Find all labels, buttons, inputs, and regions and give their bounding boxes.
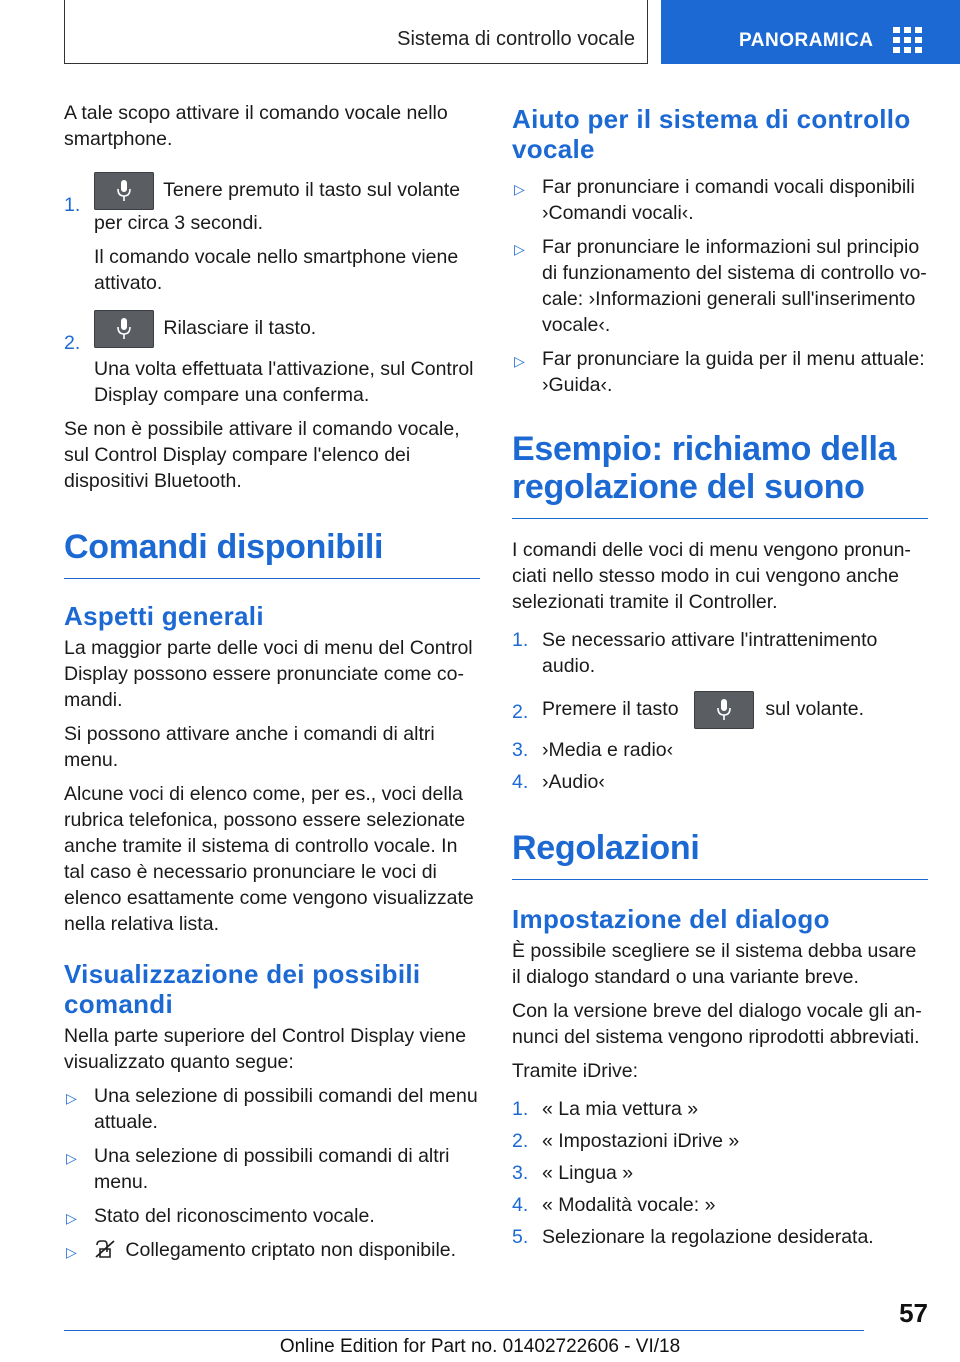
triangle-bullet-icon: ▷ bbox=[66, 1244, 77, 1260]
step-item bbox=[64, 172, 480, 236]
step-text: ›Audio‹ bbox=[542, 771, 605, 793]
encryption-unavailable-icon bbox=[94, 1239, 116, 1259]
microphone-icon bbox=[116, 317, 132, 341]
step-text: « Lingua » bbox=[542, 1162, 634, 1184]
list-item bbox=[512, 346, 928, 398]
triangle-bullet-icon: ▷ bbox=[514, 181, 525, 197]
step-number: 2. bbox=[64, 332, 81, 354]
triangle-bullet-icon: ▷ bbox=[514, 241, 525, 257]
list-item-text: Collegamento criptato non disponibile. bbox=[125, 1239, 457, 1261]
step-number: 4. bbox=[512, 771, 529, 793]
triangle-bullet-icon: ▷ bbox=[66, 1210, 77, 1226]
step-item bbox=[512, 769, 928, 795]
heading-aiuto: Aiuto per il sistema di controllo vocale bbox=[512, 104, 911, 164]
voice-button-image bbox=[94, 310, 154, 348]
list-item-text: Una selezione di possibili comandi del menu attuale. bbox=[94, 1085, 478, 1133]
list-item bbox=[64, 1237, 480, 1263]
voice-button-image bbox=[694, 691, 754, 729]
footer-edition: Online Edition for Part no. 01402722606 - VI/18 bbox=[279, 1336, 681, 1357]
step-number: 1. bbox=[64, 194, 81, 216]
step-item bbox=[512, 691, 928, 729]
microphone-icon bbox=[716, 698, 732, 722]
step-number: 5. bbox=[512, 1226, 529, 1248]
general-paragraph-2: Si possono attivare anche i comandi di altri menu. bbox=[64, 723, 435, 771]
step-subtext: Una volta effettuata l'attivazione, sul Control Display compare una conferma. bbox=[94, 358, 474, 406]
heading-comandi-disponibili: Comandi disponibili bbox=[64, 528, 480, 579]
triangle-bullet-icon: ▷ bbox=[514, 353, 525, 369]
tab-label: PANORAMICA bbox=[739, 30, 874, 51]
step-text: Rilasciare il tasto. bbox=[163, 317, 317, 340]
triangle-bullet-icon: ▷ bbox=[66, 1090, 77, 1106]
heading-esempio: Esempio: richiamo della regolazione del suono bbox=[512, 430, 928, 519]
step-text: « Modalità vocale: » bbox=[542, 1194, 716, 1216]
page-number: 57 bbox=[899, 1298, 928, 1328]
step-number: 4. bbox=[512, 1194, 529, 1216]
step-number: 3. bbox=[512, 1162, 529, 1184]
right-column bbox=[512, 104, 928, 1250]
step-text: Selezionare la regolazione desiderata. bbox=[542, 1226, 874, 1248]
list-item bbox=[512, 234, 928, 338]
grid-icon bbox=[893, 27, 923, 53]
heading-impostazione-dialogo: Impostazione del dialogo bbox=[512, 904, 830, 934]
step-text: ›Media e radio‹ bbox=[542, 739, 674, 761]
general-paragraph-1: La maggior parte delle voci di menu del Control Display possono essere pronunciate come comandi. bbox=[64, 637, 473, 711]
heading-regolazioni: Regolazioni bbox=[512, 829, 928, 880]
step-sub bbox=[64, 244, 480, 296]
list-item-text: Stato del riconoscimento vocale. bbox=[94, 1205, 375, 1227]
step-item bbox=[512, 737, 928, 763]
step-item bbox=[512, 1224, 928, 1250]
footer-divider bbox=[64, 1330, 864, 1331]
step-number: 3. bbox=[512, 739, 529, 761]
step-number: 2. bbox=[512, 701, 529, 723]
microphone-icon bbox=[116, 179, 132, 203]
step-subtext: Il comando vocale nello smartphone viene attivato. bbox=[94, 246, 459, 294]
voice-button-image bbox=[94, 172, 154, 210]
list-item bbox=[64, 1083, 480, 1135]
dialog-paragraph-3: Tramite iDrive: bbox=[512, 1060, 639, 1082]
step-text: « La mia vettura » bbox=[542, 1098, 699, 1120]
step-text: sul volante. bbox=[765, 698, 865, 721]
heading-visualizzazione: Visualizzazione dei possibili comandi bbox=[64, 959, 421, 1019]
section-title: Sistema di controllo vocale bbox=[397, 28, 635, 50]
dialog-paragraph-2: Con la versione breve del dialogo vocale gli annunci del sistema vengono riprodotti abbreviati. bbox=[512, 1000, 922, 1048]
list-item-text: Una selezione di possibili comandi di altri menu. bbox=[94, 1145, 450, 1193]
left-column bbox=[64, 100, 480, 1263]
list-item-text: Far pronunciare i comandi vocali disponibili ›Comandi vocali‹. bbox=[542, 176, 915, 224]
step-text: Tenere premuto il tasto sul volante per circa 3 secondi. bbox=[94, 179, 461, 234]
fallback-text: Se non è possibile attivare il comando vocale, sul Control Display compare l'elenco dei dispositivi Bluetooth. bbox=[64, 418, 460, 492]
step-text: « Impostazioni iDrive » bbox=[542, 1130, 740, 1152]
step-item bbox=[512, 1192, 928, 1218]
triangle-bullet-icon: ▷ bbox=[66, 1150, 77, 1166]
heading-aspetti-generali: Aspetti generali bbox=[64, 601, 264, 631]
header-section-box bbox=[64, 0, 648, 64]
list-item bbox=[512, 174, 928, 226]
step-number: 2. bbox=[512, 1130, 529, 1152]
step-item bbox=[512, 1128, 928, 1154]
dialog-paragraph-1: È possibile scegliere se il sistema debba usare il dialogo standard o una variante breve. bbox=[512, 940, 917, 988]
step-item bbox=[512, 1096, 928, 1122]
example-paragraph: I comandi delle voci di menu vengono pronunciati nello stesso modo in cui vengono anche selezionati tramite il Controller. bbox=[512, 539, 911, 613]
step-text: Se necessario attivare l'intrattenimento audio. bbox=[542, 629, 878, 677]
step-number: 1. bbox=[512, 1098, 529, 1120]
step-number: 1. bbox=[512, 629, 529, 651]
step-text: Premere il tasto bbox=[542, 698, 679, 721]
step-item bbox=[512, 627, 928, 679]
step-item bbox=[512, 1160, 928, 1186]
tab-panoramica[interactable] bbox=[661, 0, 960, 64]
display-paragraph: Nella parte superiore del Control Display viene visualizzato quanto segue: bbox=[64, 1025, 467, 1073]
step-item bbox=[64, 310, 480, 354]
step-sub bbox=[64, 356, 480, 408]
list-item-text: Far pronunciare la guida per il menu attuale: ›Guida‹. bbox=[542, 348, 925, 396]
intro-text: A tale scopo attivare il comando vocale nello smartphone. bbox=[64, 102, 448, 150]
list-item bbox=[64, 1143, 480, 1195]
list-item bbox=[64, 1203, 480, 1229]
general-paragraph-3: Alcune voci di elenco come, per es., voci della rubrica telefonica, possono essere selezionate anche tramite il sistema di controllo vocale. In tal caso è necessario pronunciare le voci di elenco esattamente come vengono visualizzate nella relativa lista. bbox=[64, 783, 474, 935]
list-item-text: Far pronunciare le informazioni sul principio di funzionamento del sistema di controllo vocale: ›Informazioni generali sull'inserimento vocale‹. bbox=[542, 236, 927, 336]
